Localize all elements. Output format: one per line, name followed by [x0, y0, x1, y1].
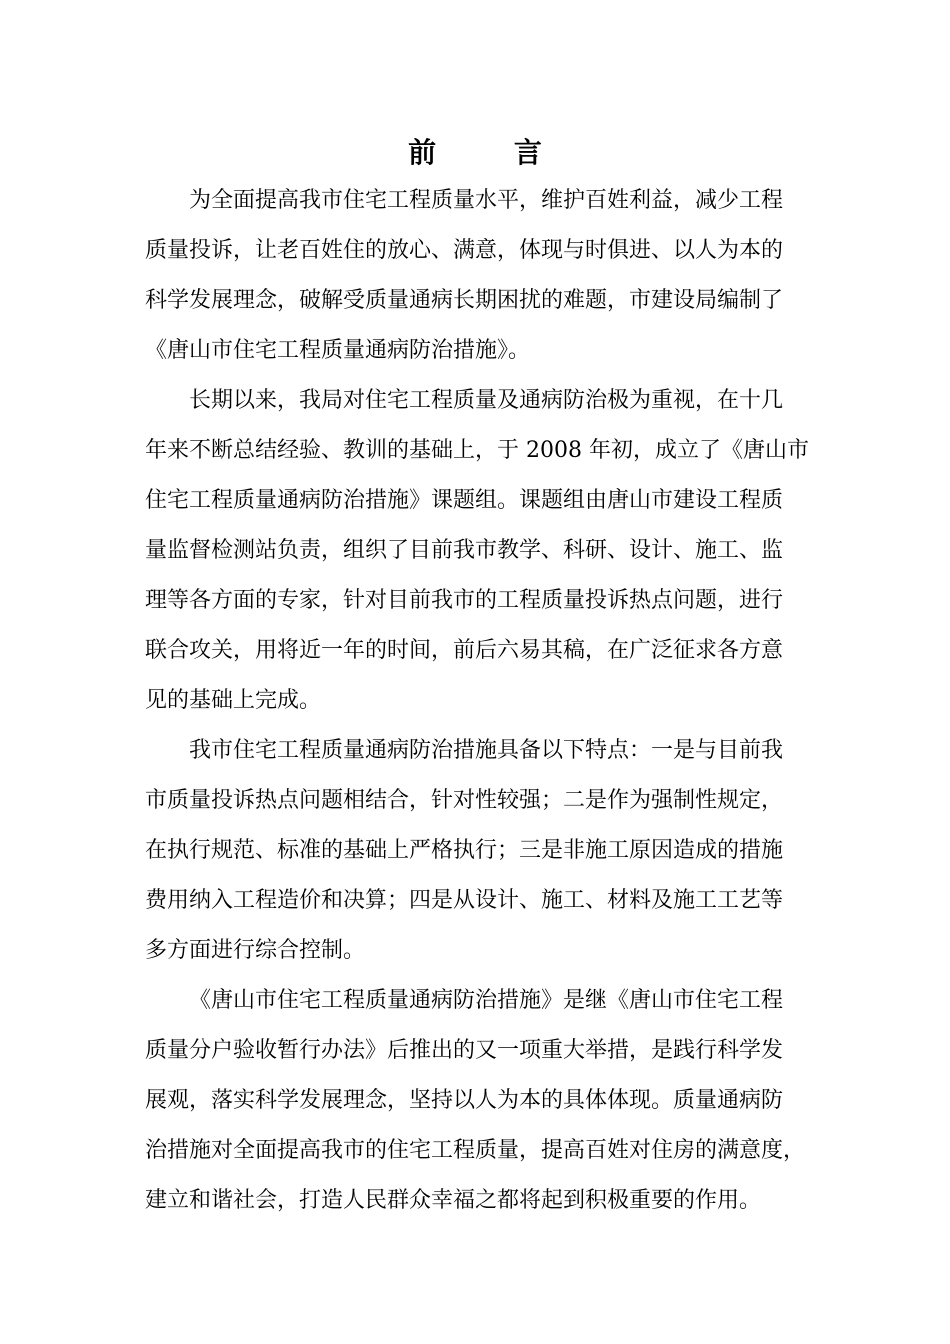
text-line: 我市住宅工程质量通病防治措施具备以下特点：一是与目前我: [189, 738, 784, 763]
paragraph-2: [145, 383, 835, 733]
text-line: 科学发展理念，破解受质量通病长期困扰的难题，市建设局编制了: [145, 288, 784, 313]
text-line: 《唐山市住宅工程质量通病防治措施》是继《唐山市住宅工程: [189, 988, 784, 1013]
text-line: 见的基础上完成。: [145, 688, 322, 713]
text-line: 量监督检测站负责，组织了目前我市教学、科研、设计、施工、监: [145, 538, 784, 563]
text-line: 多方面进行综合控制。: [145, 938, 366, 963]
text-line: 质量分户验收暂行办法》后推出的又一项重大举措，是践行科学发: [145, 1038, 784, 1063]
page-title: 前 言: [408, 136, 576, 169]
text-line: 费用纳入工程造价和决算；四是从设计、施工、材料及施工工艺等: [145, 888, 784, 913]
paragraph-3: [145, 733, 835, 983]
text-line: 质量投诉，让老百姓住的放心、满意，体现与时俱进、以人为本的: [145, 238, 784, 263]
text-line: 《唐山市住宅工程质量通病防治措施》。: [145, 338, 531, 363]
text-line: 年来不断总结经验、教训的基础上，于 2008 年初，成立了《唐山市: [145, 438, 809, 463]
text-line: 治措施对全面提高我市的住宅工程质量，提高百姓对住房的满意度，: [145, 1138, 806, 1163]
text-line: 长期以来，我局对住宅工程质量及通病防治极为重视，在十几: [189, 388, 784, 413]
text-line: 市质量投诉热点问题相结合，针对性较强；二是作为强制性规定，: [145, 788, 784, 813]
paragraph-1: [145, 183, 835, 383]
text-line: 在执行规范、标准的基础上严格执行；三是非施工原因造成的措施: [145, 838, 784, 863]
preface-body: [145, 183, 835, 1233]
text-line: 住宅工程质量通病防治措施》课题组。课题组由唐山市建设工程质: [145, 488, 784, 513]
text-line: 建立和谐社会，打造人民群众幸福之都将起到积极重要的作用。: [145, 1188, 762, 1213]
text-line: 联合攻关，用将近一年的时间，前后六易其稿，在广泛征求各方意: [145, 638, 784, 663]
text-line: 展观，落实科学发展理念，坚持以人为本的具体体现。质量通病防: [145, 1088, 784, 1113]
paragraph-4: [145, 983, 835, 1233]
text-line: 理等各方面的专家，针对目前我市的工程质量投诉热点问题，进行: [145, 588, 784, 613]
text-line: 为全面提高我市住宅工程质量水平，维护百姓利益，减少工程: [189, 188, 784, 213]
